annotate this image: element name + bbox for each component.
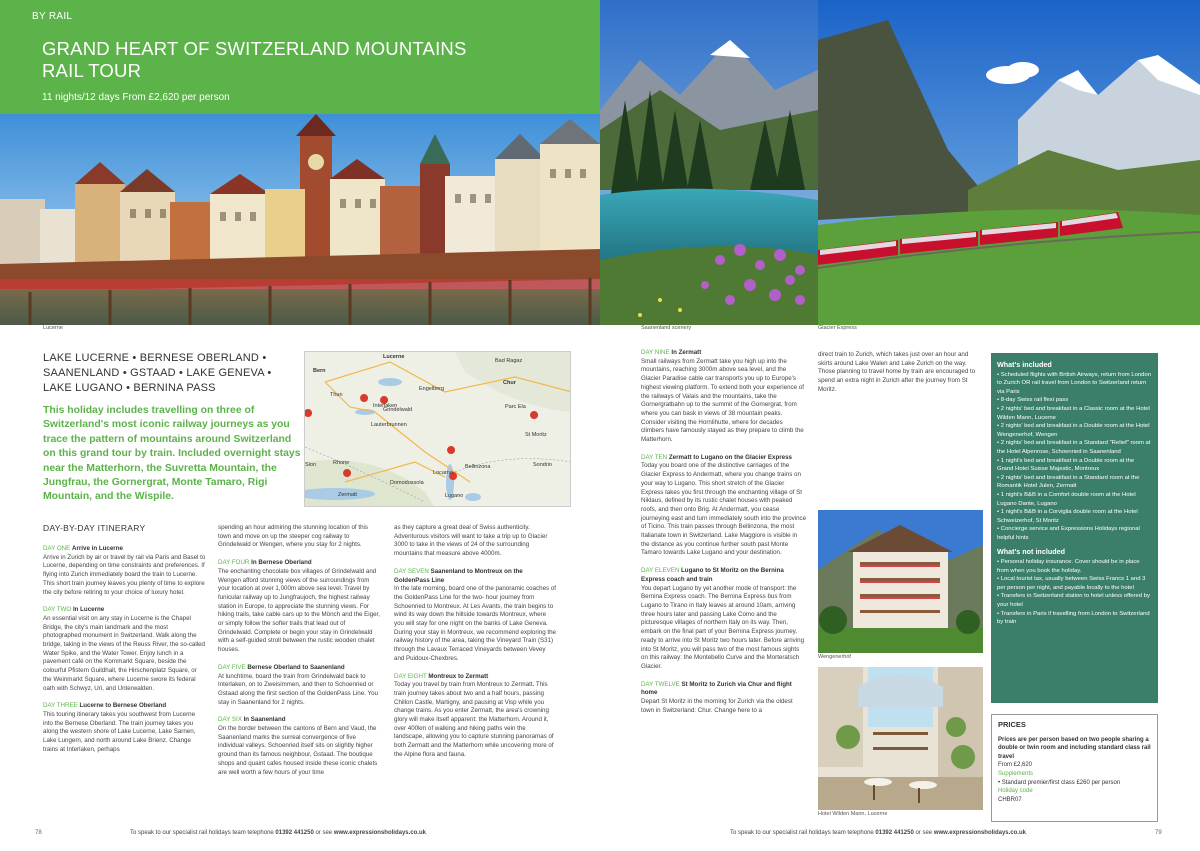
map-label: Lauterbrunnen xyxy=(371,422,407,428)
included-item: • 2 nights' bed and breakfast in a Standard room at the Romantik Hotel Julen, Zermatt xyxy=(997,474,1140,490)
prices-box xyxy=(991,714,1158,822)
whats-included-box xyxy=(991,353,1158,703)
prices-from: From £2,620 xyxy=(998,762,1033,769)
included-item: • 1 night's B&B in a Comfort double room at the Hotel Lugano Dante, Lugano xyxy=(997,491,1136,507)
map-label: Locarno xyxy=(433,470,453,476)
day-text: spending an hour admiring the stunning location of this town and move on up the steeper cog railway to Grindelwald or Wengen, where you stay for 2 nights. xyxy=(218,524,368,549)
saanenland-illustration xyxy=(600,0,818,325)
itinerary-column-3 xyxy=(394,524,557,760)
prices-heading: PRICES xyxy=(998,720,1026,729)
day-heading xyxy=(43,545,206,554)
title-line-2: RAIL TOUR xyxy=(42,60,142,81)
day-number: DAY SEVEN xyxy=(394,567,429,575)
page-title xyxy=(42,38,467,82)
day-heading xyxy=(218,664,381,673)
day-number: DAY TWO xyxy=(43,606,72,614)
day-title: In Saanenland xyxy=(243,716,286,724)
not-included-item: • Personal holiday insurance. Cover should be in place from when you book the holiday. xyxy=(997,559,1140,574)
day-text: At lunchtime, board the train from Grindelwald back to Interlaken, on to Zweisimmen, and then to Schoenried or Gstaad along the first section of the GoldenPass Line. You stay in Saanenland for 2 nights. xyxy=(218,672,378,706)
day-text: Arrive in Zurich by air or travel by rail via Paris and Basel to Lucerne, depending on time constraints and preferences. If flying into Zurich immediately board the train to Lucerne. This short train journey leaves you plenty of time to explore the city before retiring to your choice of luxury hotel. xyxy=(43,553,206,596)
day-heading xyxy=(218,716,381,725)
day-number: DAY FIVE xyxy=(218,663,246,671)
caption-wengen: Wengenerhof xyxy=(818,654,851,660)
not-included-heading: What's not included xyxy=(997,547,1065,557)
destinations-line-1: LAKE LUCERNE • BERNESE OBERLAND • xyxy=(43,352,267,364)
day-text: This touring itinerary takes you southwest from Lucerne into the Bernese Oberland. The train journey takes you along the western shore of Lake Lucerne, Lake Sarnen, Lake Lungern, and north around Lake Brienz. Change trains at Interlaken, perhaps xyxy=(43,710,196,753)
day-title: In Zermatt xyxy=(671,349,702,356)
day-number: DAY FOUR xyxy=(218,559,250,567)
day-text: The enchanting chocolate box villages of Grindelwald and Wengen afford stunning views of the surroundings from your location at over 1,000m above sea level. Travel by funicular railway up to Jungfraujoch, the highest railway station in Europe, to appreciate the stunning views. For hiking trails, take cable cars up to the Mönch and the Eiger, or simply follow the softer trails that lead out of Grindelwald. Complete or begin your stay in Grindelwald with a self-guided stroll between the rustic wooden chalet houses. xyxy=(218,567,380,654)
map-label: Thun xyxy=(330,392,343,398)
holiday-code: CHBR07 xyxy=(998,796,1022,803)
footer-website-link[interactable]: www.expressionsholidays.co.uk xyxy=(333,830,426,836)
included-item: • 8-day Swiss rail flexi pass xyxy=(997,397,1069,404)
day-number: DAY THREE xyxy=(43,702,78,710)
itinerary-heading: DAY-BY-DAY ITINERARY xyxy=(43,523,146,533)
map-label: Domodossola xyxy=(390,480,424,486)
day-number: DAY ONE xyxy=(43,545,71,552)
not-included-item: • Transfers in Paris if travelling from London to Switzerland by train xyxy=(997,610,1150,626)
map-label: Bellinzona xyxy=(465,464,491,470)
destinations-line-2: SAANENLAND • GSTAAD • LAKE GENEVA • xyxy=(43,367,272,379)
map-label: Grindelwald xyxy=(383,407,413,413)
day-heading xyxy=(394,568,557,585)
wilden-mann-photo xyxy=(818,667,983,810)
included-item: • 2 nights' bed and breakfast in a Double room at the Hotel Wengenerhof, Wengen xyxy=(997,423,1150,438)
map-label: Lugano xyxy=(445,493,464,499)
caption-glacier: Glacier Express xyxy=(818,325,857,331)
day-heading xyxy=(641,567,807,584)
destinations-line-3: LAKE LUGANO • BERNINA PASS xyxy=(43,382,216,394)
prices-basis: Prices are per person based on two people sharing a double or twin room and including standard class rail travel xyxy=(998,736,1151,760)
day-number: DAY EIGHT xyxy=(394,672,427,680)
caption-lucerne: Lucerne xyxy=(43,325,63,331)
supplement-item: • Standard premier/first class £260 per person xyxy=(998,779,1121,786)
day-title: Lucerne to Bernese Oberland xyxy=(79,702,167,710)
day-number: DAY TWELVE xyxy=(641,680,680,688)
map-label: Chur xyxy=(503,380,516,386)
footer-text: To speak to our specialist rail holidays team telephone xyxy=(730,830,876,836)
lucerne-photo xyxy=(0,114,600,325)
day-text: direct train to Zurich, which takes just over an hour and skirts around Lake Walen and Lake Zurich on the way. Those planning to travel home by train are encouraged to spend an extra night in Zurich after the journey from St Moritz. xyxy=(818,351,976,393)
day-text: You depart Lugano by yet another mode of transport: the Bernina Express coach. The Bernina Express bus from Lugano to Tirano in Italy leaves at around 10am, arriving three hours later and passing Lake Como and the picturesque villages of northern Italy on its way. Then, embark on the final part of your Bernina Express journey, ready to arrive into St Moritz two hours later. Before arriving into St Moritz, you will pass two of the most famous sights on this railway: the Montebello Curve and the Morteratsch Glacier. xyxy=(641,584,805,670)
included-item: • 2 nights' bed and breakfast in a Classic room at the Hotel Wilden Mann, Lucerne xyxy=(997,405,1150,421)
supplements-label: Supplements xyxy=(998,770,1034,777)
included-item: • 1 night's bed and breakfast in a Double room at the Grand Hotel Suisse Majestic, Montreux xyxy=(997,457,1135,473)
glacier-express-illustration xyxy=(818,0,1200,325)
footer-text: To speak to our specialist rail holidays team telephone xyxy=(130,830,276,836)
wengenerhof-illustration xyxy=(818,510,983,653)
day-heading xyxy=(43,606,206,615)
day-title: Zermatt to Lugano on the Glacier Express xyxy=(668,453,792,461)
page-number-left: 78 xyxy=(35,830,42,836)
footer-text: or see xyxy=(313,830,334,836)
map-label: Zermatt xyxy=(338,492,357,498)
day-heading xyxy=(394,673,557,682)
itinerary-column-1 xyxy=(43,540,206,754)
footer-left xyxy=(130,830,426,836)
wilden-mann-illustration xyxy=(818,667,983,810)
page-number-right: 79 xyxy=(1155,830,1162,836)
page-subtitle: 11 nights/12 days From £2,620 per person xyxy=(42,92,230,103)
map-label: Bad Ragaz xyxy=(495,358,523,364)
map-label: Bern xyxy=(313,368,326,374)
map-label: St Moritz xyxy=(525,432,547,438)
not-included-item: • Local tourist tax, usually between Swiss Francs 1 and 3 per person per night, and payable locally to the hotel xyxy=(997,576,1146,591)
day-title: Saanenland to Montreux on the GoldenPass Line xyxy=(394,567,523,584)
day-number: DAY ELEVEN xyxy=(641,567,680,575)
map-label: Sion xyxy=(305,462,317,468)
day-text: On the border between the cantons of Bern and Vaud, the Saanenland marks the surreal convergence of five individual valleys. Schoenried itself sits on slightly higher ground than its famous neighbour, Gstaad. The boutique shops and quaint cafes housed inside these iconic chalets are well worth a few hours of your time xyxy=(218,725,378,776)
title-line-1: GRAND HEART OF SWITZERLAND MOUNTAINS xyxy=(42,38,467,59)
footer-website-link[interactable]: www.expressionsholidays.co.uk xyxy=(933,830,1026,836)
day-title: St Moritz to Zurich via Chur and flight home xyxy=(641,680,792,697)
section-label: BY RAIL xyxy=(32,11,73,22)
day-text: Small railways from Zermatt take you high up into the mountains, reaching 3000m above sea level, and the Glacier Paradise cable car transports you up to Europe's highest viewing platform. To extend both your experience of the railways of Valais and the mountains, take the Gornergratbahn up to the summit of the Gornergrat, from where you can bask in views of 38 mountain peaks. Consider visiting the Hornlihutte, where for decades climbers have famously stayed as they prepare to climb the Matterhorn. xyxy=(641,357,804,444)
day-title: Bernese Oberland to Saanenland xyxy=(247,663,345,671)
itinerary-column-4 xyxy=(641,349,807,715)
included-item: • 2 nights' bed and breakfast in a Standard "Relief" room at the Hotel Alpenrose, Schoenried in Saanenland xyxy=(997,440,1151,455)
day-heading xyxy=(641,349,807,358)
intro-text: This holiday includes travelling on three of Switzerland's most iconic railway journeys as you trace the pattern of mountains around Switzerland on this grand tour by train. Included overnight stays near the Matterhorn, the Suvretta Mountain, the Jungfrau, the Gornergrat, Monte Tamaro, Rigi Mountain, and the Wispile. xyxy=(43,405,301,503)
header-banner xyxy=(0,0,600,114)
map-label: Parc Ela xyxy=(505,404,526,410)
footer-phone-link[interactable]: 01392 441250 xyxy=(275,830,314,836)
caption-wildenmann: Hotel Wilden Mann, Lucerne xyxy=(818,811,888,817)
day-number: DAY TEN xyxy=(641,453,668,461)
day-text: An essential visit on any stay in Lucerne is the Chapel Bridge, the city's main landmark and the most photographed monument in Switzerland. Walk along the bridge, taking in the views of the Reuss River, the so-called Water Spike, and the Water Tower. Enjoy lunch in a pavement café on the Kornmarkt Square, beside the colourful Pfistern Guildhall, the Hirschenplatz Square, or the Weinmarkt Square, where Lucerne swore its federal oath with Schwyz, Uri, and Unterwalden. xyxy=(43,614,205,692)
day-title: In Bernese Oberland xyxy=(251,559,312,567)
wengenerhof-photo xyxy=(818,510,983,653)
included-item: • Concierge service and Expressions Holidays regional helpful hints xyxy=(997,526,1140,541)
destinations-list xyxy=(43,351,303,396)
lucerne-illustration xyxy=(0,114,600,325)
not-included-item: • Transfers in Switzerland station to hotel unless offered by your hotel xyxy=(997,593,1150,609)
day-text: Today you travel by train from Montreux to Zermatt. This train journey takes about two and a half hours, passing Chillon Castle, Martigny, and pausing at Visp while you change trains. As you enter Zermatt, the area's crowning glory will make itself apparent: the Matterhorn. Around it, over 400km of walking and hiking paths vein the landscape, allowing you to capture stunning panoramas of both Zermatt and the Matterhorn while uncovering more of the Alpine flora and fauna. xyxy=(394,681,554,758)
day-number: DAY SIX xyxy=(218,716,242,724)
day-text: In the late morning, board one of the panoramic coaches of the GoldenPass Line for the two- hour journey from Schoenried to Montreux. At Les Avants, the train begins to wind its way down the hillside towards Montreux, where you will stay for one night on the banks of Lake Geneva. During your stay in Montreux, we recommend exploring the railway history of the area, taking the Vineyard Train (S31) through the Lavaux Terraced Vineyards between Vevey and Puidoux-Chexbres. xyxy=(394,585,557,662)
day-text: as they capture a great deal of Swiss authenticity. Adventurous visitors will want to take a trip up to Glacier 3000 to take in the views of 24 of the surrounding mountains that measure above 4000m. xyxy=(394,524,548,558)
day-title: In Lucerne xyxy=(72,606,105,614)
map-label: Interlaken xyxy=(373,403,398,409)
map-label: Rhone xyxy=(333,460,350,466)
day-heading xyxy=(218,559,381,568)
route-map xyxy=(304,351,571,507)
map-illustration xyxy=(305,352,571,507)
day-title: Lugano to St Moritz on the Bernina Express coach and train xyxy=(641,567,784,583)
included-heading: What's included xyxy=(997,360,1052,369)
day-heading xyxy=(641,681,807,698)
saanenland-photo xyxy=(600,0,818,325)
map-label: Engelberg xyxy=(419,386,445,392)
included-item: • 1 night's B&B in a Corviglia double room at the Hotel Schweizerhof, St Moritz xyxy=(997,509,1138,524)
footer-right xyxy=(730,830,1026,836)
glacier-express-photo xyxy=(818,0,1200,325)
holiday-code-label: Holiday code xyxy=(998,788,1033,795)
footer-phone-link[interactable]: 01392 441250 xyxy=(875,830,914,836)
day-title: Arrive in Lucerne xyxy=(72,545,123,552)
itinerary-column-5 xyxy=(818,351,984,395)
caption-saanenland: Saanenland scenery xyxy=(641,325,692,331)
day-text: Today you board one of the distinctive carriages of the Glacier Express to Andermatt, where you change trains on your way to Lugano. This short stretch of the Glacier Express takes you first through the enchanting village of St Niklaus, defined by its rustic chalet houses with peaked roofs, and then onto Brig. At Andermatt, you cease journeying east and turn immediately south into the province of Ticino. This train passes through Bellinzona, the most Italianate town in Switzerland. Lake Maggiore is visible in the distance as you continue further south past Monte Tamaro towards Lake Lugano and your destination. xyxy=(641,462,807,557)
itinerary-column-2 xyxy=(218,524,381,777)
day-title: Montreux to Zermatt xyxy=(428,672,489,680)
day-number: DAY NINE xyxy=(641,349,670,356)
map-label: Sondrio xyxy=(533,462,552,468)
map-label: Lucerne xyxy=(383,354,405,360)
footer-text: or see xyxy=(913,830,934,836)
included-item: • Scheduled flights with British Airways, return from London to Zurich OR rail travel from London to Switzerland return via Paris xyxy=(997,371,1151,395)
day-text: Depart St Moritz in the morning for Zurich via the oldest town in Switzerland: Chur. Change here to a xyxy=(641,698,793,714)
day-heading xyxy=(641,454,807,463)
day-heading xyxy=(43,702,206,711)
